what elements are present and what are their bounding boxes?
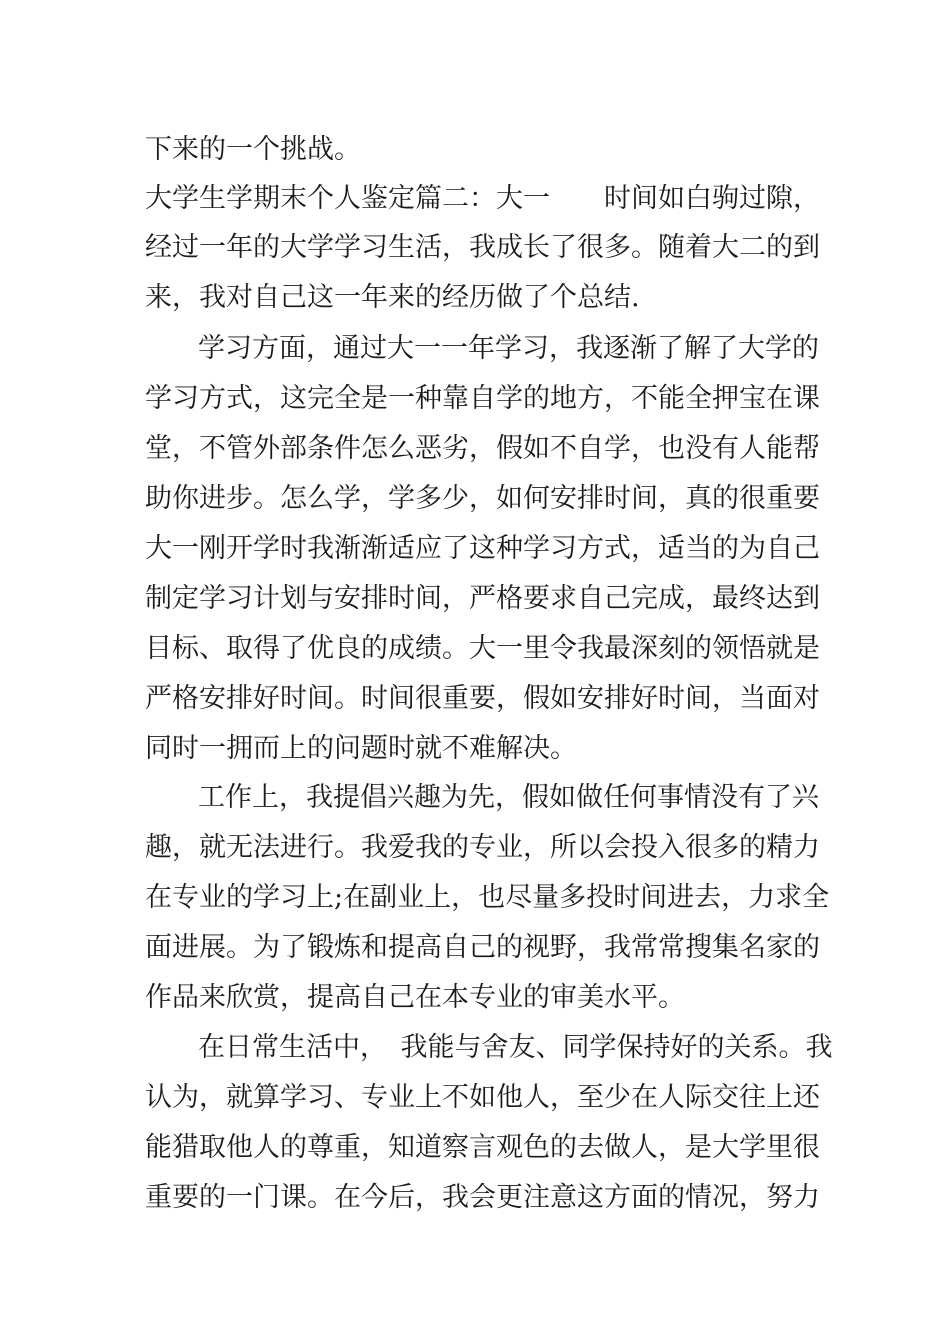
paragraph-first-line: 学习方面，通过大一一年学习，我逐渐了解了大学的: [198, 333, 819, 364]
text-line: 下来的一个挑战。: [145, 134, 361, 165]
text-line: 作品来欣赏，提高自己在本专业的审美水平。: [145, 982, 685, 1013]
text-line: 重要的一门课。在今后，我会更注意这方面的情况，努力: [145, 1182, 820, 1213]
text-line: 经过一年的大学学习生活，我成长了很多。随着大二的到: [145, 232, 820, 263]
text-line: 严格安排好时间。时间很重要，假如安排好时间，当面对: [145, 683, 820, 714]
text-line: 来，我对自己这一年来的经历做了个总结.: [145, 282, 640, 313]
text-line: 趣，就无法进行。我爱我的专业，所以会投入很多的精力: [145, 832, 820, 863]
section-heading-line: 大学生学期末个人鉴定篇二：大一 时间如白驹过隙，: [145, 183, 820, 214]
text-line: 堂，不管外部条件怎么恶劣，假如不自学，也没有人能帮: [145, 433, 820, 464]
text-line: 面进展。为了锻炼和提高自己的视野，我常常搜集名家的: [145, 932, 820, 963]
text-line: 助你进步。怎么学，学多少，如何安排时间，真的很重要: [145, 483, 820, 514]
text-line: 在专业的学习上;在副业上，也尽量多投时间进去，力求全: [145, 882, 830, 913]
paragraph-first-line: 在日常生活中， 我能与舍友、同学保持好的关系。我: [198, 1032, 833, 1063]
text-line: 学习方式，这完全是一种靠自学的地方，不能全押宝在课: [145, 383, 820, 414]
text-line: 大一刚开学时我渐渐适应了这种学习方式，适当的为自己: [145, 533, 820, 564]
text-line: 制定学习计划与安排时间，严格要求自己完成，最终达到: [145, 583, 820, 614]
text-line: 认为，就算学习、专业上不如他人，至少在人际交往上还: [145, 1082, 820, 1113]
text-line: 同时一拥而上的问题时就不难解决。: [145, 733, 577, 764]
text-line: 目标、取得了优良的成绩。大一里令我最深刻的领悟就是: [145, 633, 820, 664]
paragraph-first-line: 工作上，我提倡兴趣为先，假如做任何事情没有了兴: [198, 782, 819, 813]
text-line: 能猎取他人的尊重，知道察言观色的去做人，是大学里很: [145, 1132, 820, 1163]
